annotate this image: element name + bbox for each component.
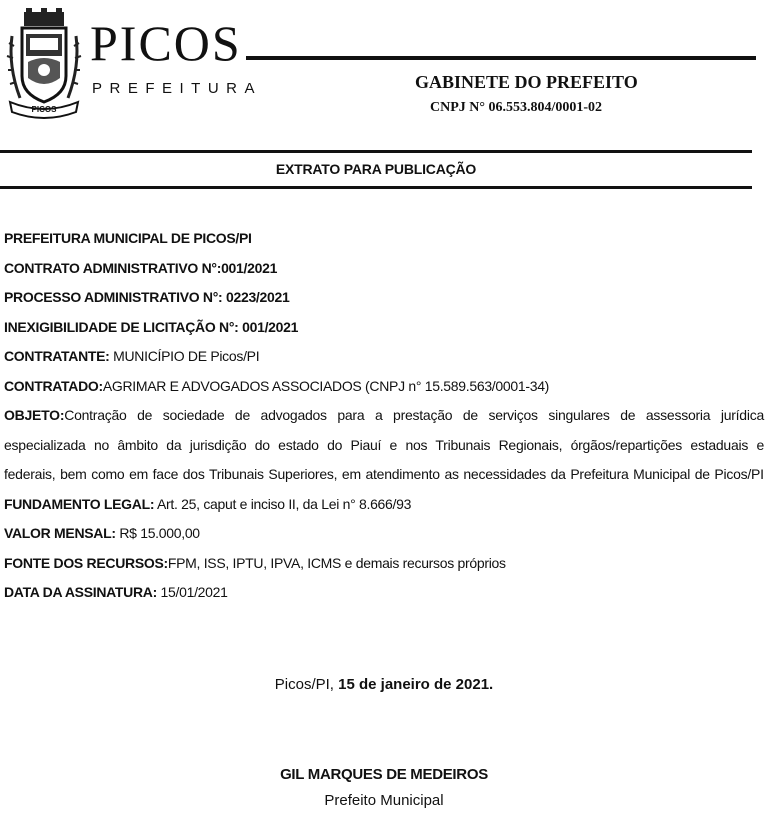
place-text: Picos/PI, [274, 676, 339, 693]
fundamento-line [4, 490, 764, 520]
valor-value: R$ 15.000,00 [115, 525, 200, 541]
office-cnpj: CNPJ N° 06.553.804/0001-02 [430, 100, 603, 115]
document-body [4, 224, 764, 608]
contratado-line [4, 372, 764, 402]
svg-text:PICOS: PICOS [31, 105, 57, 114]
fundamento-label: FUNDAMENTO LEGAL: [4, 495, 155, 512]
signatory-role: Prefeito Municipal [324, 792, 444, 809]
entity-line: PREFEITURA MUNICIPAL DE PICOS/PI [4, 230, 252, 246]
brand-subtitle: PREFEITURA [92, 80, 263, 97]
fonte-line [4, 549, 764, 579]
contratante-value: MUNICÍPIO DE Picos/PI [109, 348, 260, 364]
letterhead [0, 0, 768, 150]
contratado-value: AGRIMAR E ADVOGADOS ASSOCIADOS (CNPJ n° 15.589.563/0001-34) [102, 377, 550, 394]
coat-of-arms-icon [6, 6, 82, 124]
date-text: 15 de janeiro de 2021. [338, 676, 494, 693]
contratante-line [4, 342, 764, 372]
objeto-paragraph [4, 401, 764, 490]
brand-name: PICOS [90, 15, 242, 71]
signatory-name: GIL MARQUES DE MEDEIROS [280, 766, 488, 783]
fonte-value: FPM, ISS, IPTU, IPVA, ICMS e demais recursos próprios [167, 554, 506, 571]
signing-date-value: 15/01/2021 [156, 584, 228, 600]
signing-date-label: DATA DA ASSINATURA: [4, 584, 157, 600]
contratado-label: CONTRATADO: [4, 377, 103, 394]
place-and-date [0, 676, 768, 693]
fundamento-value: Art. 25, caput e inciso II, da Lei n° 8.666/93 [154, 495, 412, 512]
process-number-line: PROCESSO ADMINISTRATIVO N°: 0223/2021 [4, 289, 290, 305]
objeto-value: Contração de sociedade de advogados para a prestação de serviços singulares de assessoria jurídica especializada no âmbito da jurisdição do estado do Piauí e nos Tribunais Regionais, órgãos/repartições estaduais e federais, bem como em face dos Tribunais Superiores, em atendimento as necessidades da Prefeitura Municipal de Picos/PI [4, 407, 764, 482]
valor-label: VALOR MENSAL: [4, 525, 116, 541]
contratante-label: CONTRATANTE: [4, 348, 110, 364]
contract-number-line: CONTRATO ADMINISTRATIVO N°:001/2021 [4, 259, 278, 276]
band-bottom-rule [0, 186, 752, 189]
document-title: EXTRATO PARA PUBLICAÇÃO [275, 161, 477, 177]
band-top-rule [0, 150, 752, 153]
office-title: GABINETE DO PREFEITO [415, 72, 638, 92]
fonte-label: FONTE DOS RECURSOS: [4, 554, 168, 571]
header-divider [246, 56, 756, 60]
inexigibility-line: INEXIGIBILIDADE DE LICITAÇÃO N°: 001/2021 [4, 318, 299, 335]
objeto-label: OBJETO: [4, 407, 65, 423]
valor-line [4, 519, 764, 549]
signing-date-line [4, 578, 764, 608]
